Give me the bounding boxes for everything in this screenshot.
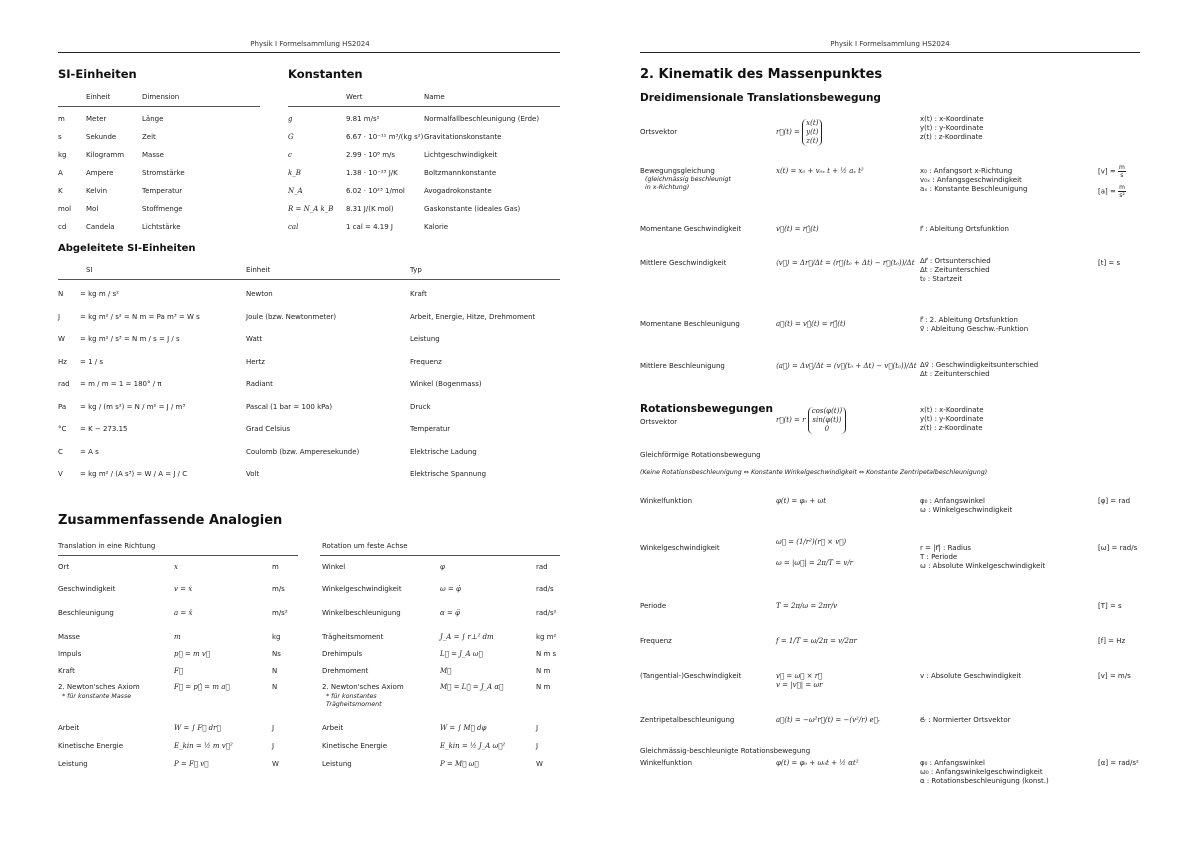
si-title: SI-Einheiten [58, 67, 137, 81]
konst-col-name: Name [424, 93, 445, 101]
bewegung-unit-v: [v] = $\frac{m}{s}$ [1098, 164, 1125, 179]
analog-rot-unit: rad/s² [536, 609, 557, 617]
abg-row-typ: Elektrische Ladung [410, 447, 477, 456]
analog-trans-unit: m [272, 563, 279, 571]
konst-rule [288, 106, 560, 107]
mittv-label: Mittlere Geschwindigkeit [640, 259, 727, 267]
analog-trans-formula: m [174, 633, 181, 641]
konst-row-symbol: N_A [288, 187, 303, 195]
abg-row-symbol: Hz [58, 357, 67, 366]
analog-left-rule [58, 555, 298, 556]
konst-row-value: 6.02 · 10²³ 1/mol [346, 187, 405, 195]
analog-rot-sub: * für konstantes Trägheitsmoment [326, 693, 382, 708]
analog-trans-label: Impuls [58, 650, 82, 658]
analog-trans-formula: F⃗ = p⃗̇ = m a⃗ [174, 683, 230, 691]
analog-rot-formula: φ [440, 563, 445, 571]
right-page [600, 0, 1200, 849]
tang-label: (Tangential-)Geschwindigkeit [640, 672, 742, 680]
si-row-name: Kelvin [86, 187, 108, 195]
analog-trans-label: Ort [58, 563, 70, 571]
bewegung-formula: x(t) = x₀ + v₀ₓ t + ½ aₓ t² [776, 167, 864, 175]
konst-row-value: 8.31 J/(K mol) [346, 205, 394, 213]
mittv-desc: Δr⃗ : Ortsunterschied Δt : Zeitunterschied t₀ : Startzeit [920, 257, 991, 283]
momv-label: Momentane Geschwindigkeit [640, 225, 742, 233]
si-row-dimension: Stoffmenge [142, 205, 183, 213]
rotort-formula: r⃗(t) = r cos(φ(t)) sin(φ(t)) 0 [776, 406, 846, 434]
analog-rot-unit: kg m² [536, 633, 557, 641]
konst-row-symbol: R = N_A k_B [288, 205, 334, 213]
momv-formula: v⃗(t) = r⃗̇(t) [776, 225, 819, 233]
analog-rot-unit: J [536, 742, 539, 750]
analog-rot-formula: ω = φ̇ [440, 585, 461, 593]
abg-row-si: = A s [80, 447, 99, 456]
mittv-unit: [t] = s [1098, 259, 1121, 267]
abg-row-einheit: Watt [246, 335, 263, 343]
konst-title: Konstanten [288, 67, 363, 81]
page-header-right: Physik I Formelsammlung HS2024 [830, 40, 950, 48]
analog-trans-unit: m/s² [272, 609, 288, 617]
winkg-unit: [ω] = rad/s [1098, 544, 1138, 552]
analog-rot-label: Leistung [322, 760, 352, 768]
analog-trans-formula: x [174, 563, 178, 571]
analog-rot-label: Trägheitsmoment [322, 633, 384, 641]
mitta-label: Mittlere Beschleunigung [640, 362, 725, 370]
si-row-name: Kilogramm [86, 151, 125, 159]
analog-trans-unit: Ns [272, 650, 281, 658]
abg-row-einheit: Volt [246, 470, 260, 478]
analog-right-rule [320, 555, 560, 556]
si-row-name: Meter [86, 115, 107, 123]
zentr-label: Zentripetalbeschleunigung [640, 716, 735, 724]
abg-row-si: = 1 / s [80, 357, 103, 366]
abg-row-si: = m / m = 1 = 180° / π [80, 380, 162, 388]
abg-row-einheit: Grad Celsius [246, 425, 291, 433]
si-row-name: Mol [86, 205, 99, 213]
analog-rot-formula: P = M⃗ ω⃗ [440, 760, 479, 768]
analog-left-head: Translation in eine Richtung [58, 542, 156, 550]
abg-row-einheit: Radiant [246, 380, 273, 388]
abg-row-si: = kg / (m s²) = N / m² = J / m³ [80, 402, 186, 411]
analog-trans-label: Arbeit [58, 724, 80, 732]
si-row-symbol: K [58, 187, 63, 195]
si-row-dimension: Temperatur [142, 187, 183, 195]
momv-desc: r⃗̇ : Ableitung Ortsfunktion [920, 225, 1009, 233]
analog-rot-unit: N m s [536, 650, 557, 658]
konst-row-value: 1 cal = 4.19 J [346, 223, 393, 231]
si-row-symbol: cd [58, 223, 67, 231]
konst-row-value: 9.81 m/s² [346, 115, 380, 123]
ortsvektor-matrix: x(t) y(t) z(t) [802, 119, 822, 146]
bewegung-unit-a: [a] = $\frac{m}{\text{s²}}$ [1098, 184, 1125, 199]
rot-title: Rotationsbewegungen [640, 403, 773, 415]
konst-row-symbol: g [288, 115, 293, 123]
trans-title: Dreidimensionale Translationsbewegung [640, 92, 881, 104]
tang-formula: v⃗ = ω⃗ × r⃗ v = |v⃗| = ωr [776, 672, 823, 689]
si-row-dimension: Zeit [142, 133, 156, 141]
si-row-dimension: Länge [142, 115, 164, 123]
analog-trans-unit: kg [272, 633, 281, 641]
tang-desc: v : Absolute Geschwindigkeit [920, 672, 1022, 680]
winkf-label: Winkelfunktion [640, 497, 693, 505]
freq-label: Frequenz [640, 637, 672, 645]
abg-row-si: = kg m² / s³ = N m / s = J / s [80, 335, 180, 343]
analog-rot-unit: rad/s [536, 585, 554, 593]
analog-trans-unit: J [272, 724, 275, 732]
analog-trans-unit: N [272, 667, 278, 675]
abg-col-si: SI [86, 266, 93, 274]
analog-trans-sub: * für konstante Masse [62, 693, 132, 700]
abg-row-einheit: Pascal (1 bar = 100 kPa) [246, 402, 333, 411]
konst-row-value: 6.67 · 10⁻¹¹ m³/(kg s²) [346, 133, 424, 141]
si-row-symbol: mol [58, 205, 72, 213]
si-row-dimension: Stromstärke [142, 169, 185, 177]
konst-row-symbol: k_B [288, 169, 301, 177]
winkg-label: Winkelgeschwindigkeit [640, 544, 720, 552]
analog-trans-formula: a = ẍ [174, 609, 193, 617]
konst-row-name: Normalfallbeschleunigung (Erde) [424, 115, 540, 123]
page-header: Physik I Formelsammlung HS2024 [250, 40, 370, 48]
konst-row-symbol: G [288, 133, 294, 141]
si-row-symbol: kg [58, 151, 67, 159]
abg-row-si: = kg m / s² [80, 290, 119, 298]
analog-right-head: Rotation um feste Achse [322, 542, 408, 550]
analog-rot-unit: W [536, 760, 543, 768]
mittv-formula: ⟨v⃗⟩ = Δr⃗/Δt = (r⃗(t₀ + Δt) − r⃗(t₀))/Δt [776, 259, 915, 267]
konst-row-name: Gaskonstante (ideales Gas) [424, 205, 521, 213]
abg-row-symbol: V [58, 470, 63, 478]
analog-rot-formula: E_kin = ½ J_A ω⃗² [440, 742, 506, 750]
analog-title: Zusammenfassende Analogien [58, 513, 283, 528]
abg-row-typ: Arbeit, Energie, Hitze, Drehmoment [410, 312, 536, 321]
analog-trans-unit: J [272, 742, 275, 750]
gbwink-formula: φ(t) = φ₀ + ω₀t + ½ αt² [776, 759, 859, 767]
analog-trans-label: Masse [58, 633, 80, 641]
si-row-symbol: s [58, 133, 62, 141]
abg-col-typ: Typ [410, 266, 422, 274]
header-rule [58, 52, 560, 53]
zentr-desc: e⃗ᵣ : Normierter Ortsvektor [920, 716, 1011, 724]
periode-unit: [T] = s [1098, 602, 1122, 610]
konst-row-name: Boltzmannkonstante [424, 169, 497, 177]
konst-row-value: 2.99 · 10⁸ m/s [346, 151, 396, 159]
abg-row-einheit: Hertz [246, 357, 265, 366]
si-rule [58, 106, 260, 107]
si-row-dimension: Lichtstärke [142, 223, 181, 231]
analog-rot-formula: J_A = ∫ r⊥² dm [440, 633, 494, 641]
abg-row-symbol: J [58, 312, 61, 321]
analog-rot-unit: N m [536, 667, 551, 675]
mitta-desc: Δv⃗ : Geschwindigkeitsunterschied Δt : Zeitunterschied [920, 361, 1039, 378]
moma-label: Momentane Beschleunigung [640, 320, 740, 328]
bewegung-desc: x₀ : Anfangsort x-Richtung v₀ₓ : Anfangsgeschwindigkeit aₓ : Konstante Beschleunigung [920, 167, 1028, 193]
rotort-label: Ortsvektor [640, 418, 678, 426]
analog-trans-formula: p⃗ = m v⃗ [174, 650, 211, 658]
rotort-desc: x(t) : x-Koordinate y(t) : y-Koordinate z(t) : z-Koordinate [920, 406, 984, 432]
si-col-dimension: Dimension [142, 93, 180, 101]
konst-row-value: 1.38 · 10⁻²³ J/K [346, 169, 398, 177]
gb-title: Gleichmässig-beschleunigte Rotationsbewegung [640, 747, 811, 755]
moma-desc: r⃗̈ : 2. Ableitung Ortsfunktion v⃗̇ : Ableitung Geschw.-Funktion [920, 316, 1029, 333]
winkf-unit: [φ] = rad [1098, 497, 1131, 505]
konst-row-name: Lichtgeschwindigkeit [424, 151, 498, 159]
analog-rot-label: Drehimpuls [322, 650, 363, 658]
analog-rot-unit: N m [536, 683, 551, 691]
abg-row-typ: Elektrische Spannung [410, 470, 487, 478]
abg-row-typ: Leistung [410, 335, 440, 343]
konst-row-name: Avogadrokonstante [424, 187, 492, 195]
tang-unit: [v] = m/s [1098, 672, 1131, 680]
gleich-title: Gleichförmige Rotationsbewegung [640, 451, 761, 459]
abg-row-typ: Kraft [410, 290, 427, 298]
winkg-desc: r = |r⃗| : Radius T : Periode ω : Absolute Winkelgeschwindigkeit [920, 544, 1046, 570]
analog-rot-label: Arbeit [322, 724, 344, 732]
ortsvektor-desc: x(t) : x-Koordinate y(t) : y-Koordinate z(t) : z-Koordinate [920, 115, 984, 141]
abg-row-symbol: Pa [58, 402, 67, 411]
abg-row-einheit: Newton [246, 290, 273, 298]
analog-trans-formula: W = ∫ F⃗ dr⃗ [174, 724, 221, 732]
gbwink-unit: [α] = rad/s² [1098, 759, 1139, 767]
abg-rule [58, 279, 560, 280]
analog-rot-formula: α = φ̈ [440, 609, 460, 617]
analog-rot-formula: L⃗ = J_A ω⃗ [440, 650, 483, 658]
analog-trans-unit: W [272, 760, 279, 768]
abg-col-einheit: Einheit [246, 266, 271, 274]
analog-rot-unit: rad [536, 563, 548, 571]
abg-row-symbol: C [58, 447, 63, 456]
gbwink-desc: φ₀ : Anfangswinkel ω₀ : Anfangswinkelgeschwindigkeit α : Rotationsbeschleunigung (konst.) [920, 759, 1049, 785]
analog-rot-label: Winkelgeschwindigkeit [322, 585, 402, 593]
abg-row-symbol: rad [58, 380, 70, 388]
abg-row-typ: Winkel (Bogenmass) [410, 380, 482, 388]
ortsvektor-label: Ortsvektor [640, 128, 678, 136]
analog-rot-formula: M⃗ = L⃗̇ = J_A α⃗ [440, 683, 504, 691]
abg-row-typ: Druck [410, 402, 431, 411]
abg-row-einheit: Coulomb (bzw. Amperesekunde) [246, 447, 360, 456]
ortsvektor-formula: r⃗(t) = x(t) y(t) z(t) [776, 118, 822, 146]
analog-rot-formula: W = ∫ M⃗ dφ [440, 724, 487, 732]
mitta-formula: ⟨a⃗⟩ = Δv⃗/Δt = (v⃗(t₀ + Δt) − v⃗(t₀))/Δt [776, 362, 917, 370]
analog-trans-label: Kraft [58, 667, 75, 675]
si-col-einheit: Einheit [86, 93, 111, 101]
freq-unit: [f] = Hz [1098, 637, 1126, 645]
analog-trans-formula: F⃗ [174, 667, 184, 675]
freq-formula: f = 1/T = ω/2π = v/2πr [776, 637, 857, 645]
abg-row-einheit: Joule (bzw. Newtonmeter) [246, 312, 337, 321]
si-row-symbol: A [58, 169, 63, 177]
analog-trans-formula: v = ẋ [174, 585, 193, 593]
abg-row-symbol: N [58, 290, 64, 298]
analog-rot-label: Drehmoment [322, 667, 369, 675]
gleich-note: (Keine Rotationsbeschleunigung ⇔ Konstante Winkelgeschwindigkeit ⇔ Konstante Zentripetalbeschleunigung) [640, 469, 988, 476]
header-rule-right [640, 52, 1140, 53]
analog-trans-formula: E_kin = ½ m v⃗² [174, 742, 233, 750]
bewegung-label: Bewegungsgleichung (gleichmässig beschleunigt in x-Richtung) [640, 167, 732, 191]
analog-rot-label: Winkel [322, 563, 346, 571]
abg-row-si: = kg m² / (A s³) = W / A = J / C [80, 470, 188, 478]
winkf-desc: φ₀ : Anfangswinkel ω : Winkelgeschwindigkeit [920, 497, 1013, 514]
si-row-name: Candela [86, 223, 115, 231]
analog-trans-formula: P = F⃗ v⃗ [174, 760, 209, 768]
abg-title: Abgeleitete SI-Einheiten [58, 243, 196, 254]
rotort-matrix: cos(φ(t)) sin(φ(t)) 0 [808, 407, 846, 434]
konst-row-name: Gravitationskonstante [424, 133, 502, 141]
periode-label: Periode [640, 602, 667, 610]
si-row-symbol: m [58, 115, 65, 123]
analog-trans-unit: m/s [272, 585, 285, 593]
analog-trans-label: Leistung [58, 760, 88, 768]
gbwink-label: Winkelfunktion [640, 759, 693, 767]
analog-rot-label: Kinetische Energie [322, 742, 388, 750]
kin-title: 2. Kinematik des Massenpunktes [640, 67, 883, 82]
analog-trans-label: Kinetische Energie [58, 742, 124, 750]
abg-row-si: = K − 273.15 [80, 425, 128, 433]
analog-trans-label: Beschleunigung [58, 609, 114, 617]
abg-row-typ: Temperatur [410, 425, 451, 433]
analog-rot-unit: J [536, 724, 539, 732]
winkg-formula: ω⃗ = (1/r²)(r⃗ × v⃗) ω = |ω⃗| = 2π/T = v/r [776, 538, 854, 567]
si-row-name: Sekunde [86, 133, 117, 141]
winkf-formula: φ(t) = φ₀ + ωt [776, 497, 827, 505]
si-row-dimension: Masse [142, 151, 164, 159]
abg-row-si: = kg m² / s² = N m = Pa m³ = W s [80, 312, 200, 321]
abg-row-symbol: W [58, 335, 65, 343]
analog-trans-label: Geschwindigkeit [58, 585, 116, 593]
analog-trans-label: 2. Newton'sches Axiom [58, 683, 140, 691]
konst-row-symbol: cal [288, 223, 299, 231]
analog-rot-label: 2. Newton'sches Axiom [322, 683, 404, 691]
analog-rot-label: Winkelbeschleunigung [322, 609, 401, 617]
zentr-formula: a⃗(t) = −ω²r⃗(t) = −(v²/r) e⃗ᵣ [776, 716, 881, 724]
analog-rot-formula: M⃗ [440, 667, 452, 675]
abg-row-symbol: °C [58, 425, 67, 433]
abg-row-typ: Frequenz [410, 357, 442, 366]
si-row-name: Ampere [86, 169, 114, 177]
konst-row-name: Kalorie [424, 223, 449, 231]
konst-row-symbol: c [288, 151, 292, 159]
moma-formula: a⃗(t) = v⃗̇(t) = r⃗̈(t) [776, 320, 846, 328]
analog-trans-unit: N [272, 683, 278, 691]
konst-col-wert: Wert [346, 93, 363, 101]
periode-formula: T = 2π/ω = 2πr/v [776, 602, 838, 610]
